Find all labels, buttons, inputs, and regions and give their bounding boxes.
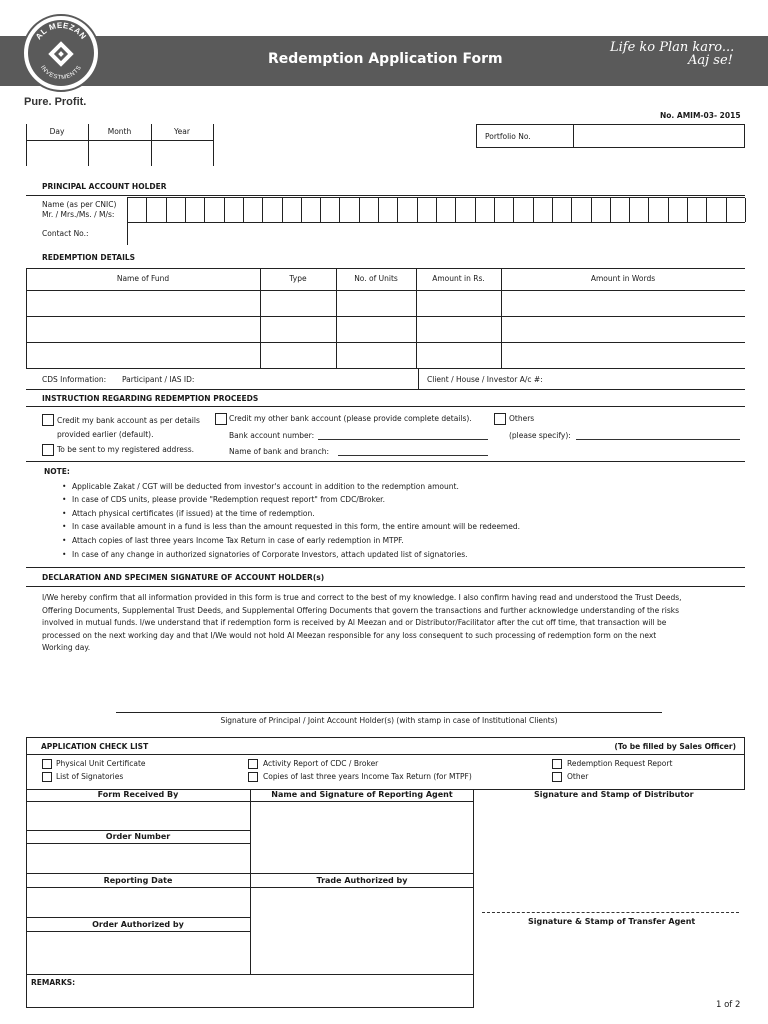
col-amount-words: Amount in Words <box>590 274 656 283</box>
page-number: 1 of 2 <box>716 1000 741 1010</box>
name-char-divider <box>629 198 630 222</box>
remarks-label: REMARKS: <box>31 978 76 987</box>
name-char-divider <box>726 198 727 222</box>
name-char-divider <box>185 198 186 222</box>
reporting-agent-label: Name and Signature of Reporting Agent <box>271 790 453 799</box>
signature-caption: Signature of Principal / Joint Account Holder(s) (with stamp in case of Institutional Clients) <box>220 716 558 725</box>
col-name-of-fund: Name of Fund <box>116 274 170 283</box>
name-char-divider <box>204 198 205 222</box>
name-char-divider <box>301 198 302 222</box>
order-number-label: Order Number <box>105 832 171 841</box>
name-char-divider <box>494 198 495 222</box>
note-item: • Applicable Zakat / CGT will be deducted from investor's account in addition to the redemption amount. <box>72 482 459 491</box>
table-row[interactable] <box>27 317 744 342</box>
checklist-heading: APPLICATION CHECK LIST <box>41 742 149 751</box>
declaration-heading: DECLARATION AND SPECIMEN SIGNATURE OF ACCOUNT HOLDER(s) <box>42 573 325 582</box>
col-units: No. of Units <box>354 274 398 283</box>
instruction-heading: INSTRUCTION REGARDING REDEMPTION PROCEEDS <box>42 394 259 403</box>
order-authorized-field[interactable] <box>27 932 249 974</box>
others-checkbox[interactable] <box>494 413 506 425</box>
reporting-agent-field[interactable] <box>251 802 472 873</box>
distributor-label: Signature and Stamp of Distributor <box>534 790 694 799</box>
note-item: • Attach copies of last three years Income Tax Return in case of early redemption in MTPF. <box>72 536 404 545</box>
transfer-agent-label: Signature & Stamp of Transfer Agent <box>528 917 696 926</box>
month-field[interactable] <box>89 141 150 165</box>
office-use-grid <box>26 789 474 1008</box>
declaration-text: I/We hereby confirm that all information provided in this form is true and correct to the best of my knowledge. I also confirm having read and understood the Trust Deeds, Offering Documents, Supplemental Trust Deeds, and Supplemental Offering Documents that govern the transactions and further acknowledge understanding of the risks involved in mutual funds. I/we understand that if redemption form is received by Al Meezan and or Distributor/Facilitator after the cut off time, that transaction will be processed on the next working day and that I/We would not hold Al Meezan responsible for any loss consequent to such processing of redemption form on the next Working day. <box>42 593 682 652</box>
note-item: • In case of CDS units, please provide "Redemption request report" from CDC/Broker. <box>72 495 385 504</box>
cds-label: CDS Information: <box>42 375 107 384</box>
other-checkbox[interactable] <box>552 772 562 782</box>
page-title: Redemption Application Form <box>268 51 503 67</box>
name-char-divider <box>533 198 534 222</box>
month-label: Month <box>107 127 132 136</box>
name-char-divider <box>339 198 340 222</box>
checklist-item-label: Activity Report of CDC / Broker <box>263 759 379 768</box>
name-char-divider <box>455 198 456 222</box>
name-char-divider <box>127 198 128 222</box>
name-char-divider <box>282 198 283 222</box>
please-specify-field[interactable] <box>576 439 740 440</box>
activity-report-checkbox[interactable] <box>248 759 258 769</box>
name-char-divider <box>591 198 592 222</box>
note-heading: NOTE: <box>44 467 70 476</box>
redemption-report-checkbox[interactable] <box>552 759 562 769</box>
transfer-agent-signature-line[interactable] <box>482 912 739 913</box>
form-number: No. AMIM-03- 2015 <box>660 111 741 120</box>
checklist-item-label: List of Signatories <box>56 772 124 781</box>
name-char-divider <box>166 198 167 222</box>
checklist-box <box>26 737 745 790</box>
physical-certificate-checkbox[interactable] <box>42 759 52 769</box>
col-type: Type <box>289 274 307 283</box>
bank-branch-field[interactable] <box>338 455 488 456</box>
credit-default-checkbox[interactable] <box>42 414 54 426</box>
name-char-divider <box>706 198 707 222</box>
portfolio-input[interactable] <box>574 125 744 147</box>
others-label: Others <box>509 414 535 423</box>
al-meezan-logo <box>22 14 100 92</box>
redemption-heading: REDEMPTION DETAILS <box>42 253 136 262</box>
other-bank-checkbox[interactable] <box>215 413 227 425</box>
note-item: • In case available amount in a fund is less than the amount requested in this form, the entire amount will be redeemed. <box>72 522 520 531</box>
registered-address-label: To be sent to my registered address. <box>57 445 195 454</box>
name-char-divider <box>397 198 398 222</box>
col-amount-rs: Amount in Rs. <box>432 274 485 283</box>
bank-branch-label: Name of bank and branch: <box>229 447 330 456</box>
name-char-divider <box>475 198 476 222</box>
list-signatories-checkbox[interactable] <box>42 772 52 782</box>
checklist-note: (To be filled by Sales Officer) <box>614 742 736 751</box>
other-bank-label: Credit my other bank account (please provide complete details). <box>229 414 472 423</box>
name-char-divider <box>610 198 611 222</box>
name-char-divider <box>513 198 514 222</box>
contact-input[interactable] <box>128 224 328 244</box>
order-authorized-label: Order Authorized by <box>92 920 184 929</box>
portfolio-box <box>476 124 745 148</box>
bank-account-field[interactable] <box>318 439 488 440</box>
registered-address-checkbox[interactable] <box>42 444 54 456</box>
day-field[interactable] <box>27 141 87 165</box>
name-char-divider <box>320 198 321 222</box>
portfolio-label: Portfolio No. <box>485 132 531 141</box>
year-field[interactable] <box>152 141 212 165</box>
order-number-field[interactable] <box>27 844 249 873</box>
table-row[interactable] <box>27 291 744 316</box>
credit-default-label: Credit my bank account as per details provided earlier (default). <box>57 416 200 439</box>
name-char-divider <box>378 198 379 222</box>
name-char-boxes[interactable] <box>127 197 745 223</box>
name-char-divider <box>648 198 649 222</box>
tagline: Pure. Profit. <box>24 96 87 108</box>
name-char-divider <box>436 198 437 222</box>
name-char-divider <box>571 198 572 222</box>
name-char-divider <box>668 198 669 222</box>
redemption-table <box>26 268 745 369</box>
svg-text:INVESTMENTS: INVESTMENTS <box>38 64 84 82</box>
name-char-divider <box>359 198 360 222</box>
tax-return-checkbox[interactable] <box>248 772 258 782</box>
name-char-divider <box>745 198 746 222</box>
form-received-by-field[interactable] <box>27 802 249 830</box>
name-char-divider <box>687 198 688 222</box>
signature-line[interactable] <box>116 712 662 713</box>
note-item: • In case of any change in authorized signatories of Corporate Investors, attach updated list of signatories. <box>72 550 468 559</box>
note-item: • Attach physical certificates (if issued) at the time of redemption. <box>72 509 315 518</box>
name-char-divider <box>417 198 418 222</box>
name-char-divider <box>146 198 147 222</box>
reporting-date-label: Reporting Date <box>103 876 173 885</box>
name-char-divider <box>243 198 244 222</box>
date-box <box>26 124 214 166</box>
slogan-line-1: Life ko Plan karo... <box>610 40 735 55</box>
bank-account-label: Bank account number: <box>229 431 315 440</box>
slogan-line-2: Aaj se! <box>688 53 733 68</box>
svg-text:AL MEEZAN: AL MEEZAN <box>33 20 89 42</box>
checklist-item-label: Other <box>567 772 589 781</box>
year-label: Year <box>174 127 190 136</box>
client-account-label: Client / House / Investor A/c #: <box>427 375 543 384</box>
trade-authorized-label: Trade Authorized by <box>316 876 408 885</box>
trade-authorized-field[interactable] <box>251 888 472 974</box>
table-row[interactable] <box>27 343 744 368</box>
reporting-date-field[interactable] <box>27 888 249 917</box>
name-char-divider <box>224 198 225 222</box>
please-specify-label: (please specify): <box>509 431 571 440</box>
name-char-divider <box>552 198 553 222</box>
slogan <box>610 40 750 68</box>
participant-label: Participant / IAS ID: <box>122 375 195 384</box>
contact-label: Contact No.: <box>42 229 89 238</box>
checklist-item-label: Physical Unit Certificate <box>56 759 146 768</box>
day-label: Day <box>49 127 65 136</box>
remarks-field[interactable] <box>86 975 472 1007</box>
name-label: Name (as per CNIC) Mr. / Mrs./Ms. / M/s: <box>42 200 117 219</box>
checklist-item-label: Redemption Request Report <box>567 759 673 768</box>
checklist-item-label: Copies of last three years Income Tax Return (for MTPF) <box>263 772 472 781</box>
principal-heading: PRINCIPAL ACCOUNT HOLDER <box>42 182 167 191</box>
form-received-by-label: Form Received By <box>97 790 179 799</box>
name-char-divider <box>262 198 263 222</box>
